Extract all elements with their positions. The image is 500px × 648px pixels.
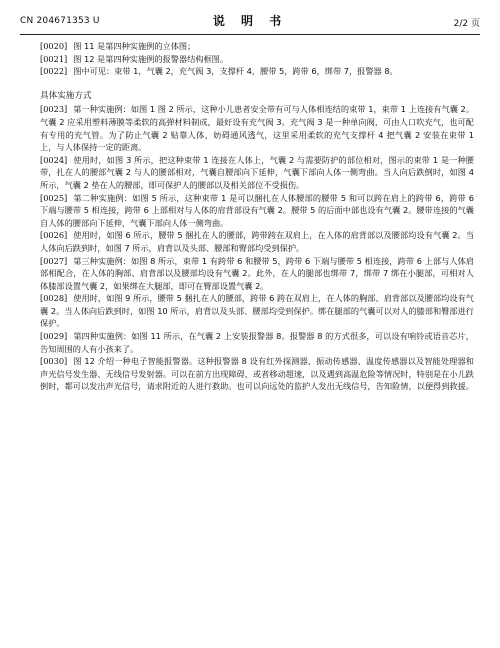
paragraph-text: 图 12 是第四种实施例的报警器结构框图。: [73, 53, 229, 64]
paragraph: [40, 292, 474, 330]
paragraph: [40, 255, 474, 293]
paragraph-number: [0030]: [40, 356, 68, 367]
paragraph: [40, 53, 474, 66]
paragraph: [40, 355, 474, 393]
paragraph: [40, 103, 474, 153]
paragraph-text: 使用时，如图 6 所示，腰带 5 捆扎在人的腰部，跨带跨在双肩上，在人体的肩背部以及腰部均设有气囊 2。当人体向后跌到时，如图 7 所示，肩背以及头部、腰部和臀部均受到保护。: [40, 230, 474, 253]
paragraph-number: [0026]: [40, 230, 68, 241]
paragraph-number: [0027]: [40, 255, 68, 266]
paragraph-number: [0025]: [40, 192, 68, 203]
paragraph: [40, 192, 474, 230]
paragraph-text: 图 12 介绍一种电子智能报警器。这种报警器 8 设有红外探测器、振动传感器、温度传感器以及智能处理器和声光信号发生器、无线信号发射器。可以在前方出现障碍，或者移动超速，以及遇到高温危险等情况时，特别是在小儿跌倒时，都可以发出声光信号，请求附近的人进行救助。也可以向远处的监护人发出无线信号，告知险情，以便得到救援。: [40, 356, 474, 392]
paragraph-text: 第二种实施例：如图 5 所示，这种束带 1 是可以捆扎在人体腰部的腰带 5 和可以跨在肩上的跨带 6，跨带 6 下端与腰带 5 相连接，跨带 6 上部相对与人体的肩背部设有气囊 2。腰带 5 的后面中部也设有气囊 2。腰带连接的气囊自人体的腰部向下延伸，气囊下部向人体一侧弯曲。: [40, 192, 474, 228]
page-header: [20, 10, 480, 35]
patent-number: CN 204671353 U: [20, 16, 100, 26]
document-title: 说 明 书: [212, 14, 288, 28]
paragraph-number: [0024]: [40, 154, 68, 165]
paragraph: [40, 229, 474, 254]
paragraph-text: 图 11 是第四种实施例的立体图；: [73, 41, 196, 51]
document-body: [40, 40, 474, 393]
paragraph: [40, 330, 474, 355]
paragraph-text: 第一种实施例：如图 1 图 2 所示，这种小儿患者安全带有可与人体相连结的束带 1，束带 1 上连接有气囊 2。气囊 2 应采用塑料薄膜等柔软的高弹材料制成，最好设有充气阀 3。充气阀 3 是一种单向阀，可由人口吹充气，也可配有专用的充气管。为了防止气囊 2 贴靠人体，妨碍通风透气，这里采用柔软的充气支撑杆 4 把气囊 2 安装在束带 1 上，与人体保持一定的距离。: [40, 104, 474, 153]
paragraph-text: 图中可见：束带 1，气囊 2，充气阀 3，支撑杆 4，腰带 5，跨带 6，绑带 7，报警器 8。: [73, 66, 398, 77]
paragraph-text: 使用时，如图 3 所示，把这种束带 1 连接在人体上，气囊 2 与需要防护的部位相对，图示的束带 1 是一种腰带，扎在人的腰部气囊 2 与人的腰部相对，气囊自腰部向下延伸，气囊下部向人体一侧弯曲。当人向后跌倒时，如图 4 所示，气囊 2 垫在人的腰部，即可保护人的腰部以及相关部位不受损伤。: [40, 154, 474, 190]
page-number: 2/2 页: [453, 19, 480, 29]
paragraph: [40, 154, 474, 192]
section-heading: 具体实施方式: [40, 90, 92, 101]
paragraph-number: [0023]: [40, 104, 68, 115]
paragraph-number: [0021]: [40, 53, 68, 64]
paragraph-number: [0029]: [40, 331, 68, 342]
paragraph: [40, 40, 474, 53]
paragraph-text: 第三种实施例：如图 8 所示，束带 1 有跨带 6 和腰带 5，跨带 6 下端与腰带 5 相连接，跨带 6 上部与人体肩部相配合，在人体的胸部、肩背部以及腰部均设有气囊 2。此外，在人的腿部也绑带 7，绑带 7 绑在小腿部，可相对人体膝部设置气囊 2，如果绑在大腿部，即可在臀部设置气囊 2。: [40, 255, 474, 291]
paragraph-text: 使用时，如图 9 所示，腰带 5 捆扎在人的腰部，跨带 6 跨在双肩上，在人体的胸部、肩背部以及腰部均设有气囊 2。当人体向后跌到时，如图 10 所示，肩背以及头部、腰部均受到保护。绑在腿部的气囊可以对人的膝部和臀部进行保护。: [40, 293, 474, 329]
paragraph-number: [0022]: [40, 66, 68, 77]
paragraph-text: 第四种实施例：如图 11 所示，在气囊 2 上安装报警器 8。报警器 8 的方式很多，可以设有响铃或语音芯片，告知周围的人有小孩来了。: [40, 331, 474, 354]
paragraph: [40, 65, 474, 78]
paragraph-number: [0020]: [40, 41, 68, 51]
paragraph-number: [0028]: [40, 293, 68, 304]
